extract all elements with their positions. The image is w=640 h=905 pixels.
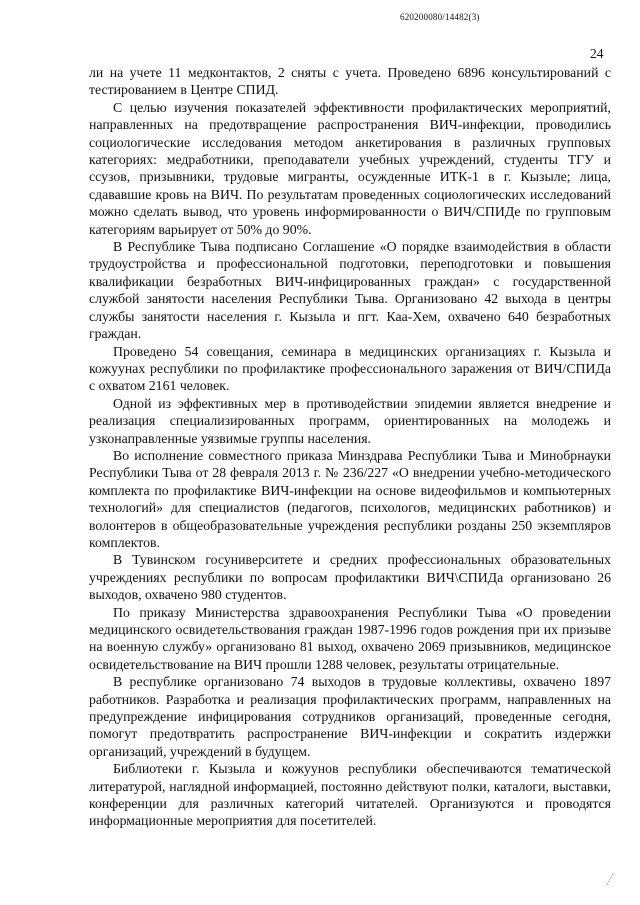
paragraph-libraries: Библиотеки г. Кызыла и кожуунов республики обеспечиваются тематической литературой, наглядной информацией, постоянно действуют полки, каталоги, выставки, конференции для различных категорий читателей. Организуются и проводятся информационные мероприятия для посетителей. xyxy=(89,761,611,829)
paragraph-joint-order: Во исполнение совместного приказа Минздрава Республики Тыва и Минобрнауки Республики Тыва от 28 февраля 2013 г. № 236/227 «О внедрении учебно-методического комплекта по профилактике ВИЧ-инфекции на основе видеофильмов и компьютерных технологий» для специалистов (педагогов, психологов, медицинских работников) и волонтеров в общеобразовательные учреждения республики розданы 250 экземпляров комплектов. xyxy=(89,447,611,550)
paragraph-university: В Тувинском госуниверситете и средних профессиональных образовательных учреждениях республики по вопросам профилактики ВИЧ\СПИДа организовано 26 выходов, охвачено 980 студентов. xyxy=(89,552,611,603)
paragraph-programs: Одной из эффективных мер в противодействии эпидемии является внедрение и реализация специализированных программ, ориентированных на молодежь и узконаправленные уязвимые группы населения. xyxy=(89,395,611,446)
paragraph-seminars: Проведено 54 совещания, семинара в медицинских организациях г. Кызыла и кожуунах республики по профилактике профессионального заражения от ВИЧ/СПИДа с охватом 2161 человек. xyxy=(89,343,611,394)
paragraph-workplaces: В республике организовано 74 выходов в трудовые коллективы, охвачено 1897 работников. Разработка и реализация профилактических программ, направленных на предупреждение инфицирования сотрудников организаций, проведенные сегодня, помогут предотвратить распространение ВИЧ-инфекции и сократить издержки организаций, учреждений в будущем. xyxy=(89,674,611,759)
document-id: 620200080/14482(3) xyxy=(400,12,480,22)
paragraph-sociological-research: С целью изучения показателей эффективности профилактических мероприятий, направленных на предотвращение распространения ВИЧ-инфекции, проводились социологические исследования методом анкетирования в различных групповых категориях: медработники, преподаватели учебных учреждений, студенты ТГУ и ссузов, призывники, трудовые мигранты, осужденные ИТК-1 в г. Кызыле; лица, сдававшие кровь на ВИЧ. По результатам проведенных социологических исследований можно сделать вывод, что уровень информированности о ВИЧ/СПИДе по групповым категориям варьирует от 50% до 90%. xyxy=(89,99,611,237)
paragraph-employment-agreement: В Республике Тыва подписано Соглашение «О порядке взаимодействия в области трудоустройства и профессиональной подготовки, переподготовки и повышения квалификации безработных ВИЧ-инфицированных граждан» с государственной службой занятости населения Республики Тыва. Организовано 42 выхода в центры службы занятости населения г. Кызыла и пгт. Каа-Хем, охвачено 640 безработных граждан. xyxy=(89,239,611,342)
scan-artifact xyxy=(606,873,619,889)
paragraph-conscripts: По приказу Министерства здравоохранения Республики Тыва «О проведении медицинского освидетельствования граждан 1987-1996 годов рождения при их призыве на военную службу» организовано 81 выход, охвачено 2069 призывников, медицинское освидетельствование на ВИЧ прошли 1288 человек, результаты отрицательные. xyxy=(89,604,611,672)
paragraph-consultations: ли на учете 11 медконтактов, 2 сняты с учета. Проведено 6896 консультирований с тестированием в Центре СПИД. xyxy=(89,65,611,98)
document-body xyxy=(89,64,611,830)
page-number: 24 xyxy=(590,46,604,61)
